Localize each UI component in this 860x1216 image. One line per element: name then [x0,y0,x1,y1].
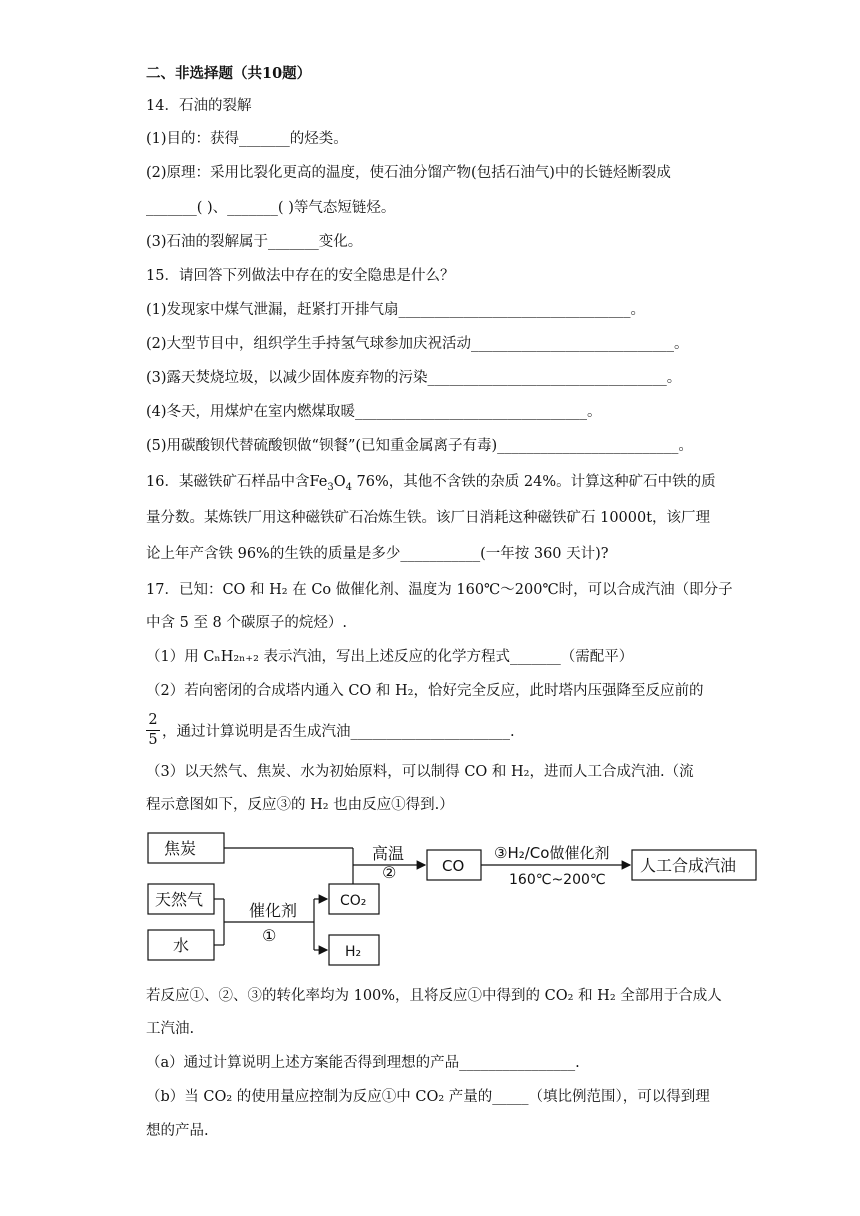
q17-part3-line2: 程示意图如下，反应③的 H₂ 也由反应①得到.） [146,797,454,813]
fraction-denominator: 5 [148,732,158,748]
flow-diagram [146,828,760,973]
high-temp-label: 高温 [372,844,405,863]
fraction-numerator: 2 [148,712,158,728]
co2-label: CO₂ [340,893,367,909]
q14-part2-line1: (2)原理：采用比裂化更高的温度，使石油分馏产物(包括石油气)中的长链烃断裂成 [146,165,671,181]
q17-part2-line2: ，通过计算说明是否生成汽油______________________. [162,724,515,740]
q15-item-4: (4)冬天，用煤炉在室内燃煤取暖________________________________。 [146,404,602,420]
q14-title: 14．石油的裂解 [146,98,252,114]
q17-condition-line2: 工汽油. [146,1021,195,1037]
q16-formula-sub1: 3 [327,481,334,493]
section-title: 二、非选择题（共10题） [146,65,312,82]
q16-formula-sub2: 4 [345,481,352,493]
coke-label: 焦炭 [164,839,197,858]
q15-item-3: (3)露天焚烧垃圾，以减少固体废弃物的污染_________________________________。 [146,370,682,386]
product-label: 人工合成汽油 [640,856,737,875]
q16-line1-end: 76%，其他不含铁的杂质 24%。计算这种矿石中铁的质 [351,474,716,490]
water-label: 水 [173,936,190,955]
q14-part2-line2: _______( )、_______( )等气态短链烃。 [146,200,396,216]
q17-part-b-line2: 想的产品. [146,1123,209,1139]
q14-part3: (3)石油的裂解属于_______变化。 [146,234,363,250]
q15-title: 15．请回答下列做法中存在的安全隐患是什么？ [146,268,455,284]
q17-part-b-line1: （b）当 CO₂ 的使用量应控制为反应①中 CO₂ 产量的_____（填比例范围），可以得到理 [146,1089,710,1105]
q15-item-1: (1)发现家中煤气泄漏，赶紧打开排气扇________________________________。 [146,302,646,318]
natural-gas-label: 天然气 [155,890,204,909]
q15-item-5: (5)用碳酸钡代替硫酸钡做“钡餐”(已知重金属离子有毒)_________________________。 [146,438,693,454]
q16-line1 [146,472,716,498]
co-label: CO [442,857,465,875]
q17-part-a: （a）通过计算说明上述方案能否得到理想的产品________________. [146,1055,580,1071]
q16-formula-fe: Fe [309,474,328,490]
catalyst-label: 催化剂 [249,901,298,920]
q17-line1: 17．已知：CO 和 H₂ 在 Co 做催化剂、温度为 160℃～200℃时，可以合成汽油（即分子 [146,582,733,598]
q16-line3: 论上年产含铁 96%的生铁的质量是多少___________(一年按 360 天计)? [146,546,609,562]
fraction-bar [146,730,160,731]
q14-part1: (1)目的：获得_______的烃类。 [146,131,348,147]
q17-line2: 中含 5 至 8 个碳原子的烷烃）. [146,615,347,631]
q17-part1: （1）用 CₙH₂ₙ₊₂ 表示汽油，写出上述反应的化学方程式_______（需配平） [146,649,634,665]
h2-label: H₂ [345,944,362,960]
q17-fraction [146,712,160,749]
q16-line1-start: 16．某磁铁矿石样品中含 [146,474,310,490]
q17-part2-line1: （2）若向密闭的合成塔内通入 CO 和 H₂，恰好完全反应，此时塔内压强降至反应前的 [146,683,704,699]
q17-condition-line1: 若反应①、②、③的转化率均为 100%，且将反应①中得到的 CO₂ 和 H₂ 全部用于合成人 [146,988,722,1004]
reaction1-label: ① [262,926,277,945]
q16-line2: 量分数。某炼铁厂用这种磁铁矿石冶炼生铁。该厂日消耗这种磁铁矿石 10000t，该厂理 [146,510,711,526]
reaction2-label: ② [382,863,397,882]
temp-range-label: 160℃~200℃ [509,872,606,888]
step3-label: ③H₂/Co做催化剂 [494,844,610,862]
q16-formula-o: O [333,474,346,490]
q15-item-2: (2)大型节目中，组织学生手持氢气球参加庆祝活动____________________________。 [146,336,689,352]
q17-part3-line1: （3）以天然气、焦炭、水为初始原料，可以制得 CO 和 H₂，进而人工合成汽油.（流 [146,764,694,780]
